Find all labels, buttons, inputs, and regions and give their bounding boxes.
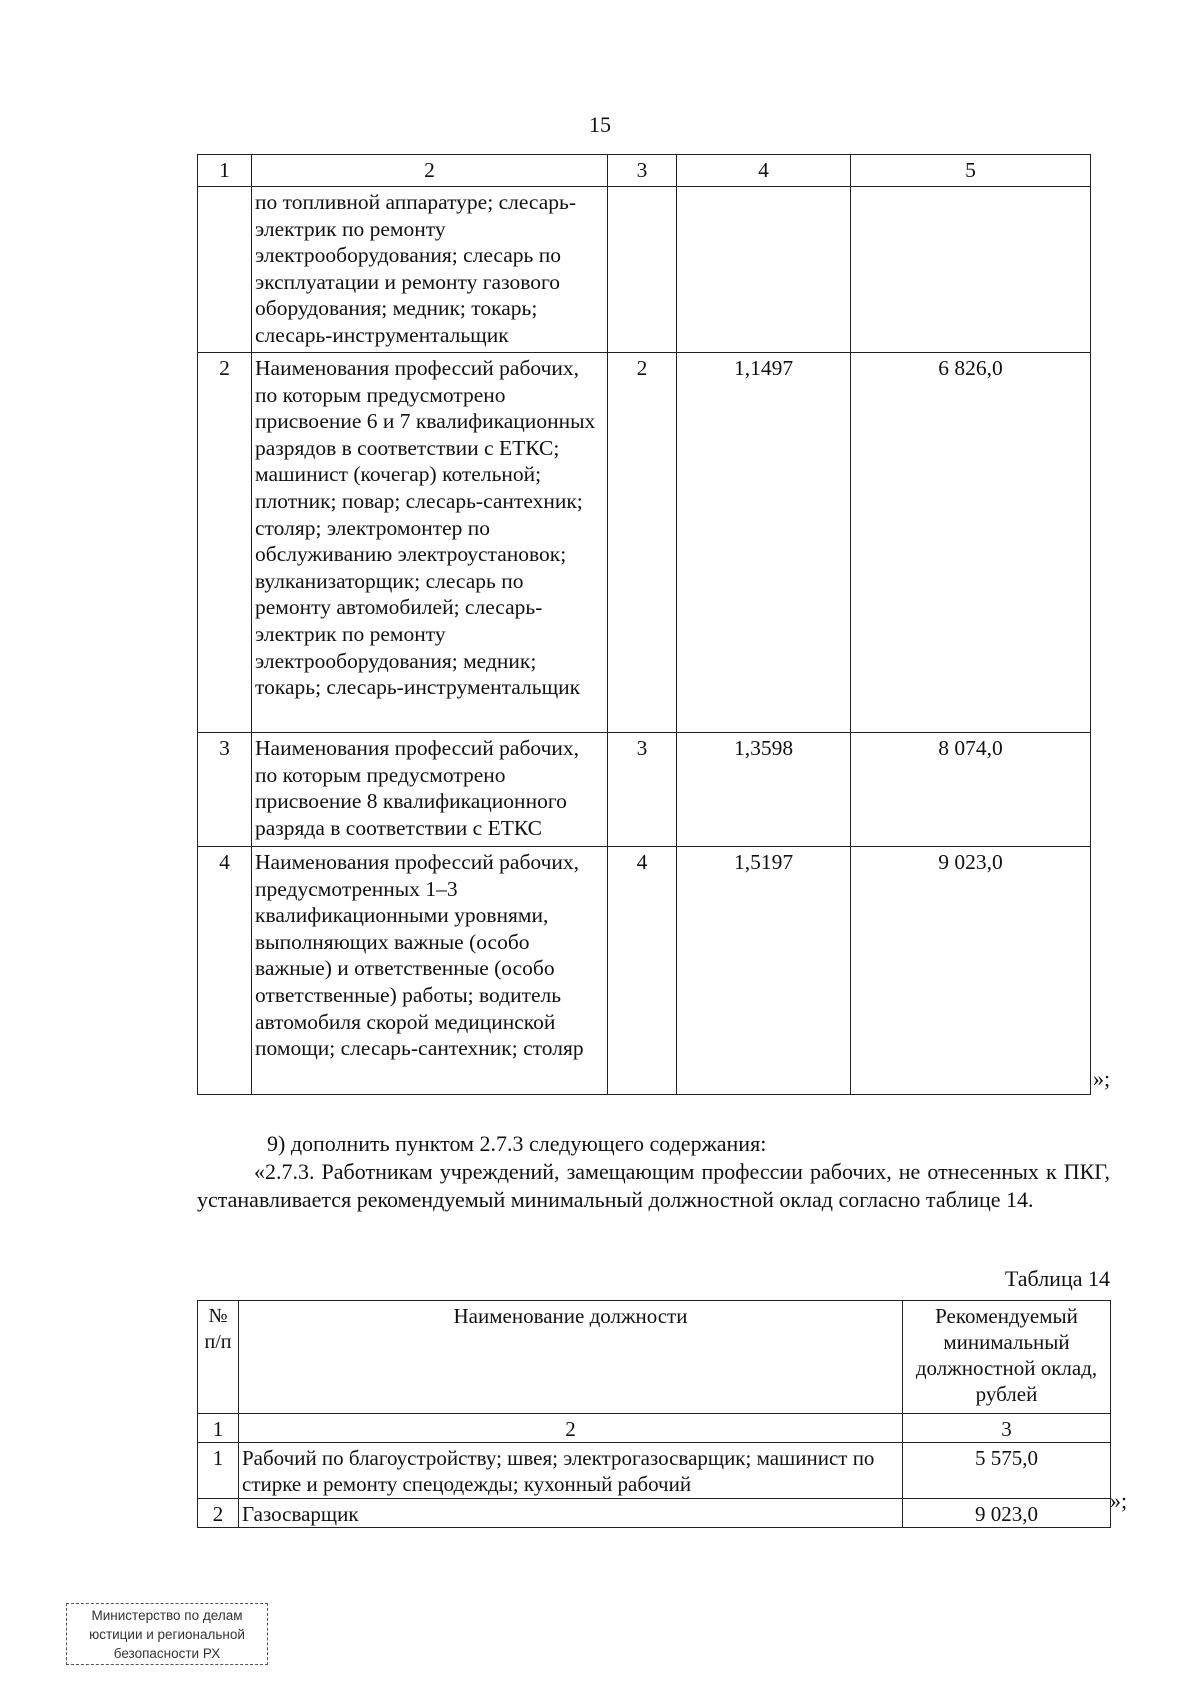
stamp-line: юстиции и региональной (89, 1627, 245, 1642)
table-row (198, 1443, 1111, 1499)
professions-table (197, 154, 1091, 1095)
position-name: Рабочий по благоустройству; швея; электрогазосварщик; машинист по стирке и ремонту спецодежды; кухонный рабочий (239, 1443, 903, 1499)
amendment-paragraph: 9) дополнить пунктом 2.7.3 следующего содержания: (267, 1131, 767, 1156)
salary: 9 023,0 (903, 1499, 1111, 1528)
column-numbers-row (198, 1414, 1111, 1443)
column-number: 3 (903, 1414, 1111, 1443)
page-number: 15 (589, 112, 611, 137)
closing-quote: »; (1093, 1066, 1111, 1091)
header-salary: Рекомендуемый минимальный должностной оклад, рублей (903, 1301, 1111, 1414)
row-number: 2 (198, 1499, 239, 1528)
salary: 6 826,0 (851, 353, 1091, 733)
table-row (198, 733, 1091, 847)
table-row (198, 187, 1091, 353)
coefficient: 1,5197 (677, 847, 851, 1095)
row-number: 1 (198, 1443, 239, 1499)
qualification-level: 3 (608, 733, 677, 847)
row-number: 2 (198, 353, 252, 733)
coefficient: 1,3598 (677, 733, 851, 847)
column-number: 1 (198, 155, 252, 187)
closing-quote: »; (1110, 1488, 1128, 1513)
table-row (198, 847, 1091, 1095)
row-number: 4 (198, 847, 252, 1095)
salary: 9 023,0 (851, 847, 1091, 1095)
column-number: 5 (851, 155, 1091, 187)
row-number: 3 (198, 733, 252, 847)
column-number: 4 (677, 155, 851, 187)
header-position-name: Наименование должности (239, 1301, 903, 1414)
qualification-level (608, 187, 677, 353)
salary: 8 074,0 (851, 733, 1091, 847)
header-number: № п/п (198, 1301, 239, 1414)
column-number: 3 (608, 155, 677, 187)
positions-table (197, 1300, 1111, 1528)
profession-names: Наименования профессий рабочих, по которым предусмотрено присвоение 8 квалификационного разряда в соответствии с ЕТКС (252, 733, 608, 847)
salary: 5 575,0 (903, 1443, 1111, 1499)
column-number: 2 (239, 1414, 903, 1443)
profession-names: Наименования профессий рабочих, предусмотренных 1–3 квалификационными уровнями, выполняющих важные (особо важные) и ответственные (особо ответственные) работы; водитель автомобиля скорой медицинской помощи; слесарь-сантехник; столяр (252, 847, 608, 1095)
profession-names: по топливной аппаратуре; слесарь-электрик по ремонту электрооборудования; слесарь по эксплуатации и ремонту газового оборудования; медник; токарь; слесарь-инструментальщик (252, 187, 608, 353)
ministry-stamp (66, 1603, 268, 1665)
row-number (198, 187, 252, 353)
stamp-line: безопасности РХ (113, 1646, 221, 1661)
table-header-row (198, 1301, 1111, 1414)
stamp-line: Министерство по делам (91, 1608, 243, 1623)
position-name: Газосварщик (239, 1499, 903, 1528)
column-number: 2 (252, 155, 608, 187)
table-header-row (198, 155, 1091, 187)
column-number: 1 (198, 1414, 239, 1443)
table-row (198, 1499, 1111, 1528)
salary (851, 187, 1091, 353)
qualification-level: 2 (608, 353, 677, 733)
coefficient: 1,1497 (677, 353, 851, 733)
table-caption: Таблица 14 (1004, 1266, 1110, 1291)
coefficient (677, 187, 851, 353)
amendment-text: «2.7.3. Работникам учреждений, замещающим профессии рабочих, не отнесенных к ПКГ, устанавливается рекомендуемый минимальный должностной оклад согласно таблице 14. (197, 1159, 1110, 1212)
table-row (198, 353, 1091, 733)
qualification-level: 4 (608, 847, 677, 1095)
profession-names: Наименования профессий рабочих, по которым предусмотрено присвоение 6 и 7 квалификационных разрядов в соответствии с ЕТКС; машинист (кочегар) котельной; плотник; повар; слесарь-сантехник; столяр; электромонтер по обслуживанию электроустановок; вулканизаторщик; слесарь по ремонту автомобилей; слесарь-электрик по ремонту электрооборудования; медник; токарь; слесарь-инструментальщик (252, 353, 608, 733)
